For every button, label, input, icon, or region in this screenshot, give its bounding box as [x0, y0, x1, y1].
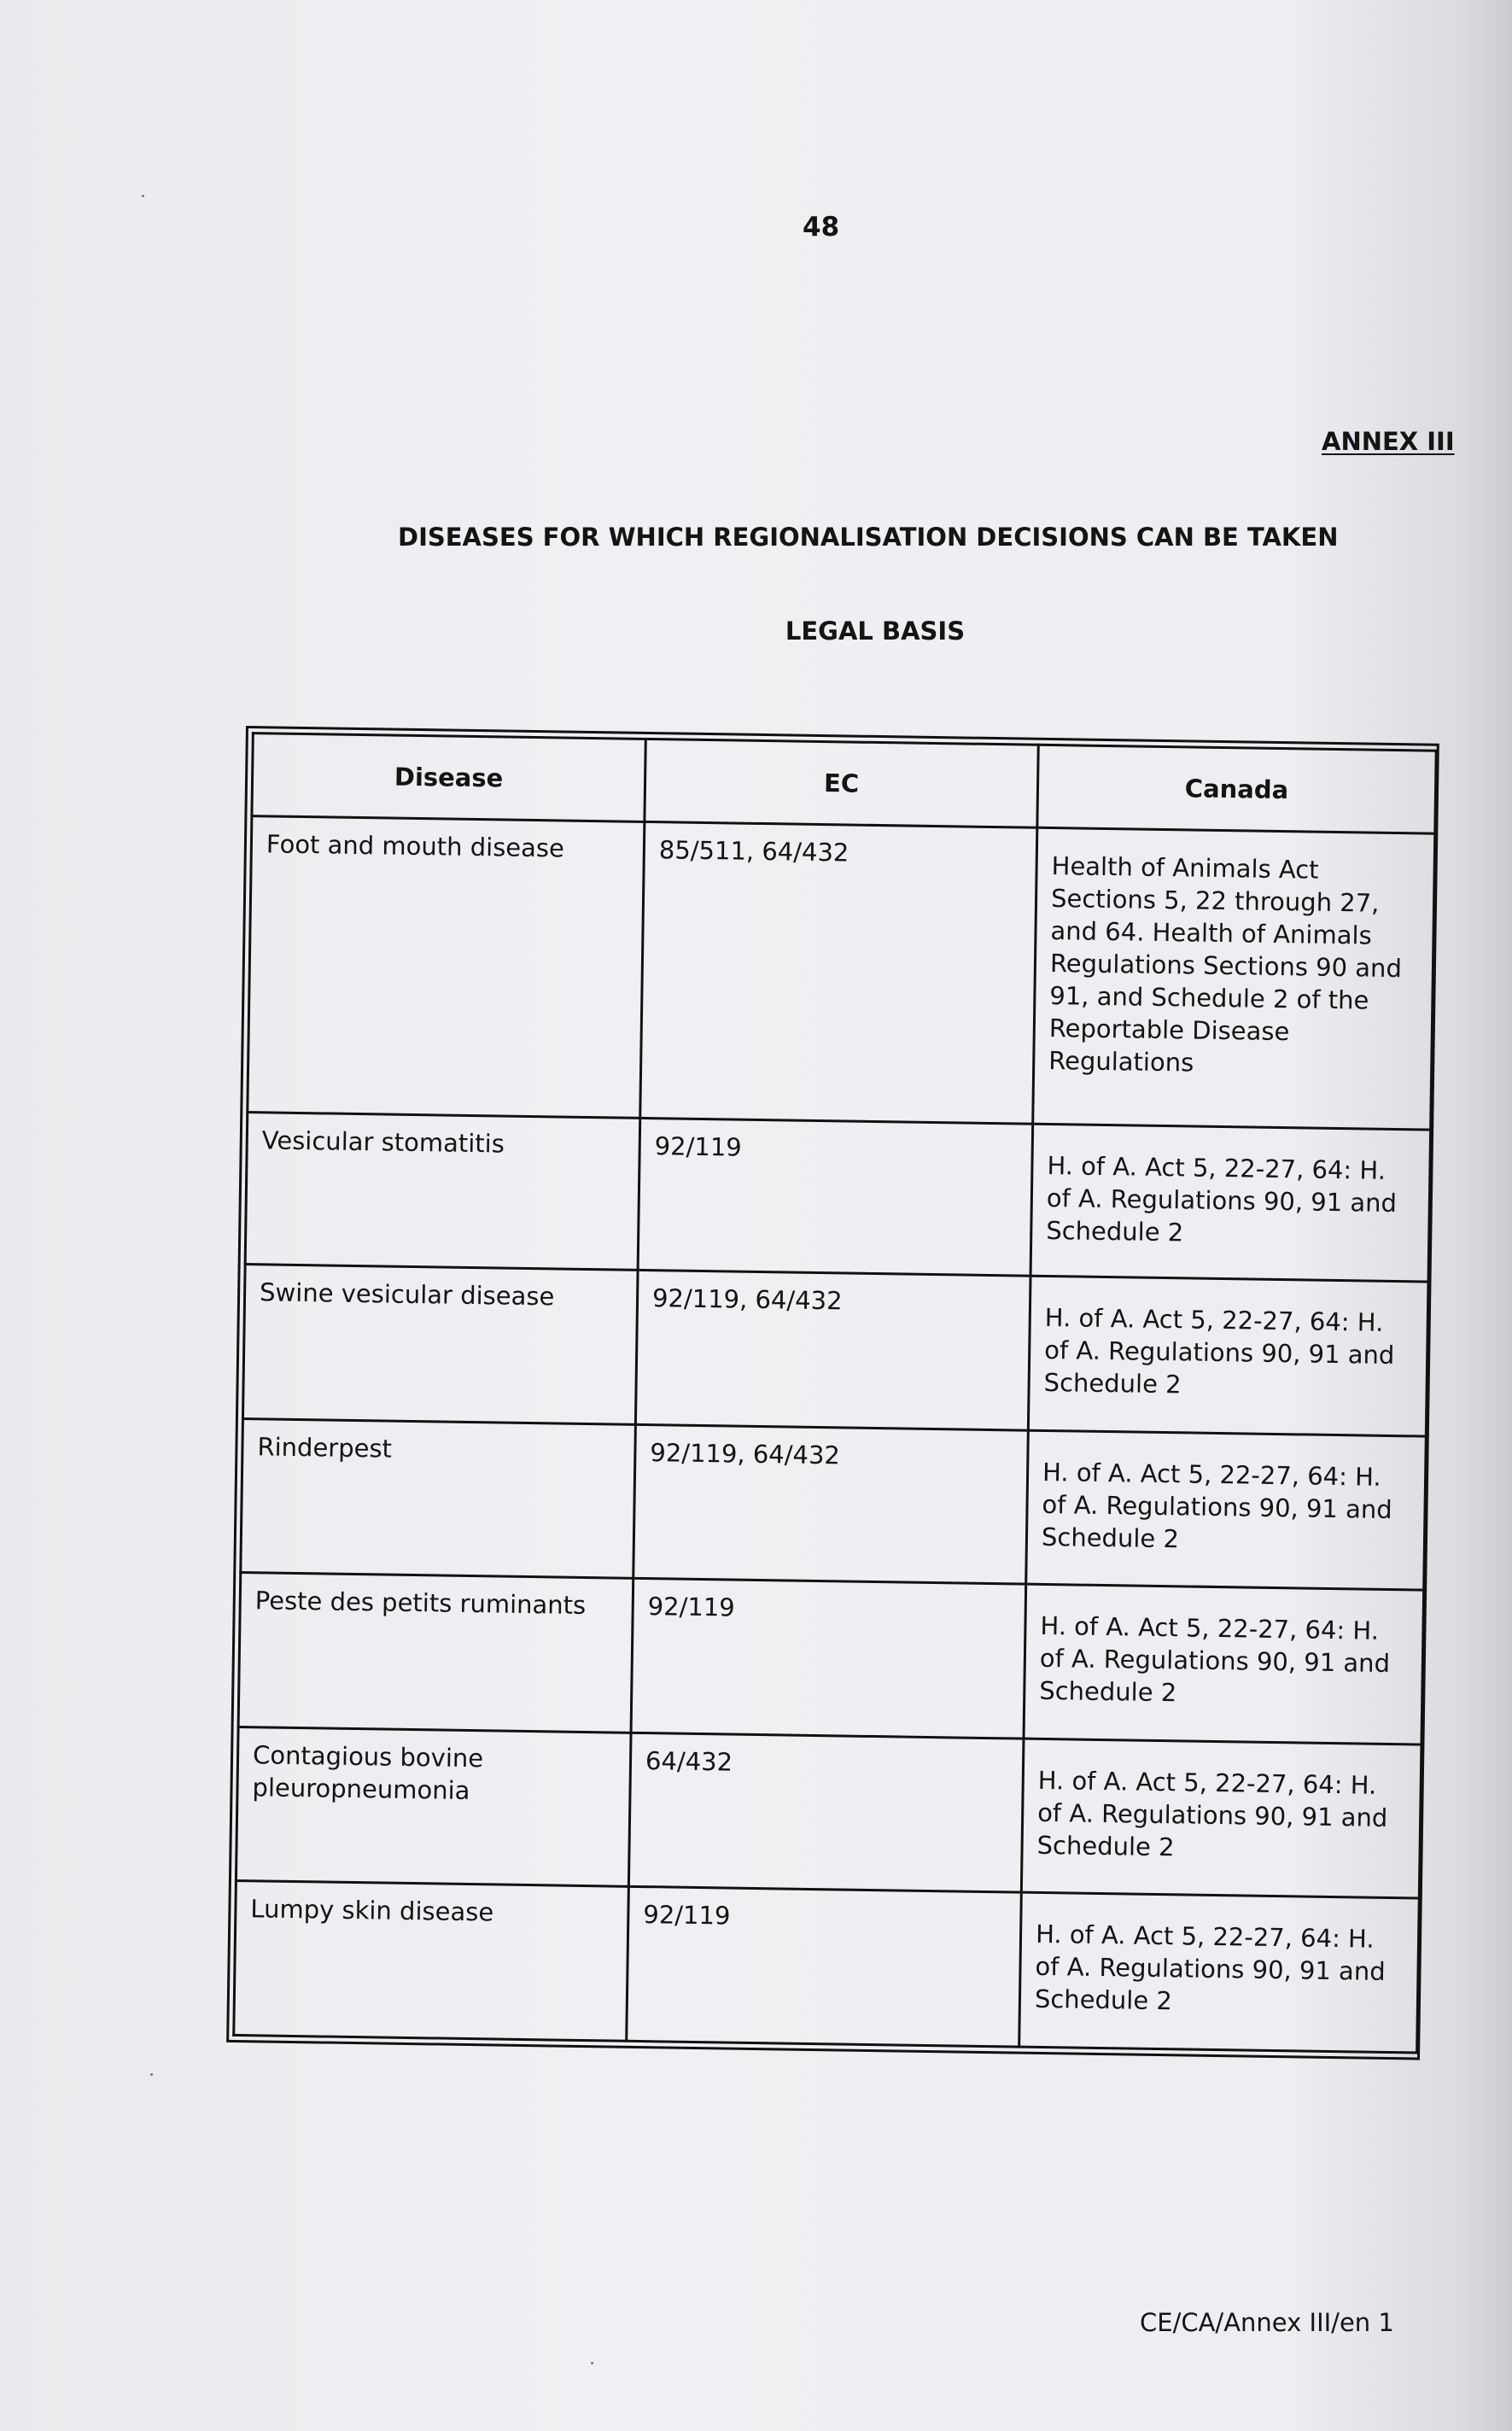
ec-cell: 64/432: [628, 1733, 1024, 1892]
table-row: [242, 1265, 1428, 1436]
column-header-canada: Canada: [1037, 745, 1436, 833]
ec-cell: 85/511, 64/432: [640, 821, 1037, 1124]
table-row: [238, 1573, 1424, 1744]
document-title: DISEASES FOR WHICH REGIONALISATION DECISIONS CAN BE TAKEN: [398, 523, 1339, 552]
disease-cell: Vesicular stomatitis: [245, 1113, 640, 1271]
disease-cell: Contagious bovine pleuropneumonia: [236, 1727, 631, 1886]
table-row: [241, 1419, 1427, 1591]
column-header-ec: EC: [645, 739, 1038, 827]
annex-label: ANNEX III: [1322, 427, 1455, 456]
column-header-disease: Disease: [252, 733, 645, 822]
ec-cell: 92/119, 64/432: [633, 1424, 1029, 1584]
scan-speck: [150, 2073, 153, 2076]
disease-cell: Rinderpest: [241, 1419, 636, 1579]
legal-basis-table: [232, 732, 1438, 2054]
scan-speck: [591, 2362, 593, 2364]
canada-cell: H. of A. Act 5, 22-27, 64: H. of A. Regulations 90, 91 and Schedule 2: [1026, 1430, 1427, 1590]
canada-cell: H. of A. Act 5, 22-27, 64: H. of A. Regulations 90, 91 and Schedule 2: [1030, 1124, 1431, 1282]
table-row: [234, 1881, 1420, 2053]
disease-cell: Foot and mouth disease: [248, 816, 645, 1119]
canada-cell: H. of A. Act 5, 22-27, 64: H. of A. Regulations 90, 91 and Schedule 2: [1019, 1893, 1420, 2053]
page-number: 48: [803, 212, 840, 243]
table-row: [236, 1727, 1422, 1898]
document-reference-footer: CE/CA/Annex III/en 1: [1140, 2308, 1394, 2337]
scan-speck: [142, 195, 144, 197]
ec-cell: 92/119: [627, 1887, 1022, 2047]
ec-cell: 92/119, 64/432: [635, 1271, 1030, 1430]
legal-basis-table-frame: [226, 726, 1439, 2060]
canada-cell: H. of A. Act 5, 22-27, 64: H. of A. Regulations 90, 91 and Schedule 2: [1021, 1739, 1422, 1898]
disease-cell: Lumpy skin disease: [234, 1881, 629, 2041]
disease-cell: Swine vesicular disease: [242, 1265, 638, 1424]
canada-cell: H. of A. Act 5, 22-27, 64: H. of A. Regulations 90, 91 and Schedule 2: [1028, 1277, 1428, 1436]
canada-cell: H. of A. Act 5, 22-27, 64: H. of A. Regulations 90, 91 and Schedule 2: [1024, 1585, 1424, 1744]
table-row: [248, 816, 1435, 1130]
ec-cell: 92/119: [638, 1118, 1033, 1276]
table-row: [245, 1113, 1430, 1283]
document-subtitle: LEGAL BASIS: [785, 617, 966, 646]
disease-cell: Peste des petits ruminants: [238, 1573, 633, 1733]
canada-cell: Health of Animals Act Sections 5, 22 through 27, and 64. Health of Animals Regulations Sections 90 and 91, and Schedule 2 of the Reportable Disease Regulations: [1033, 827, 1435, 1130]
ec-cell: 92/119: [631, 1579, 1026, 1739]
